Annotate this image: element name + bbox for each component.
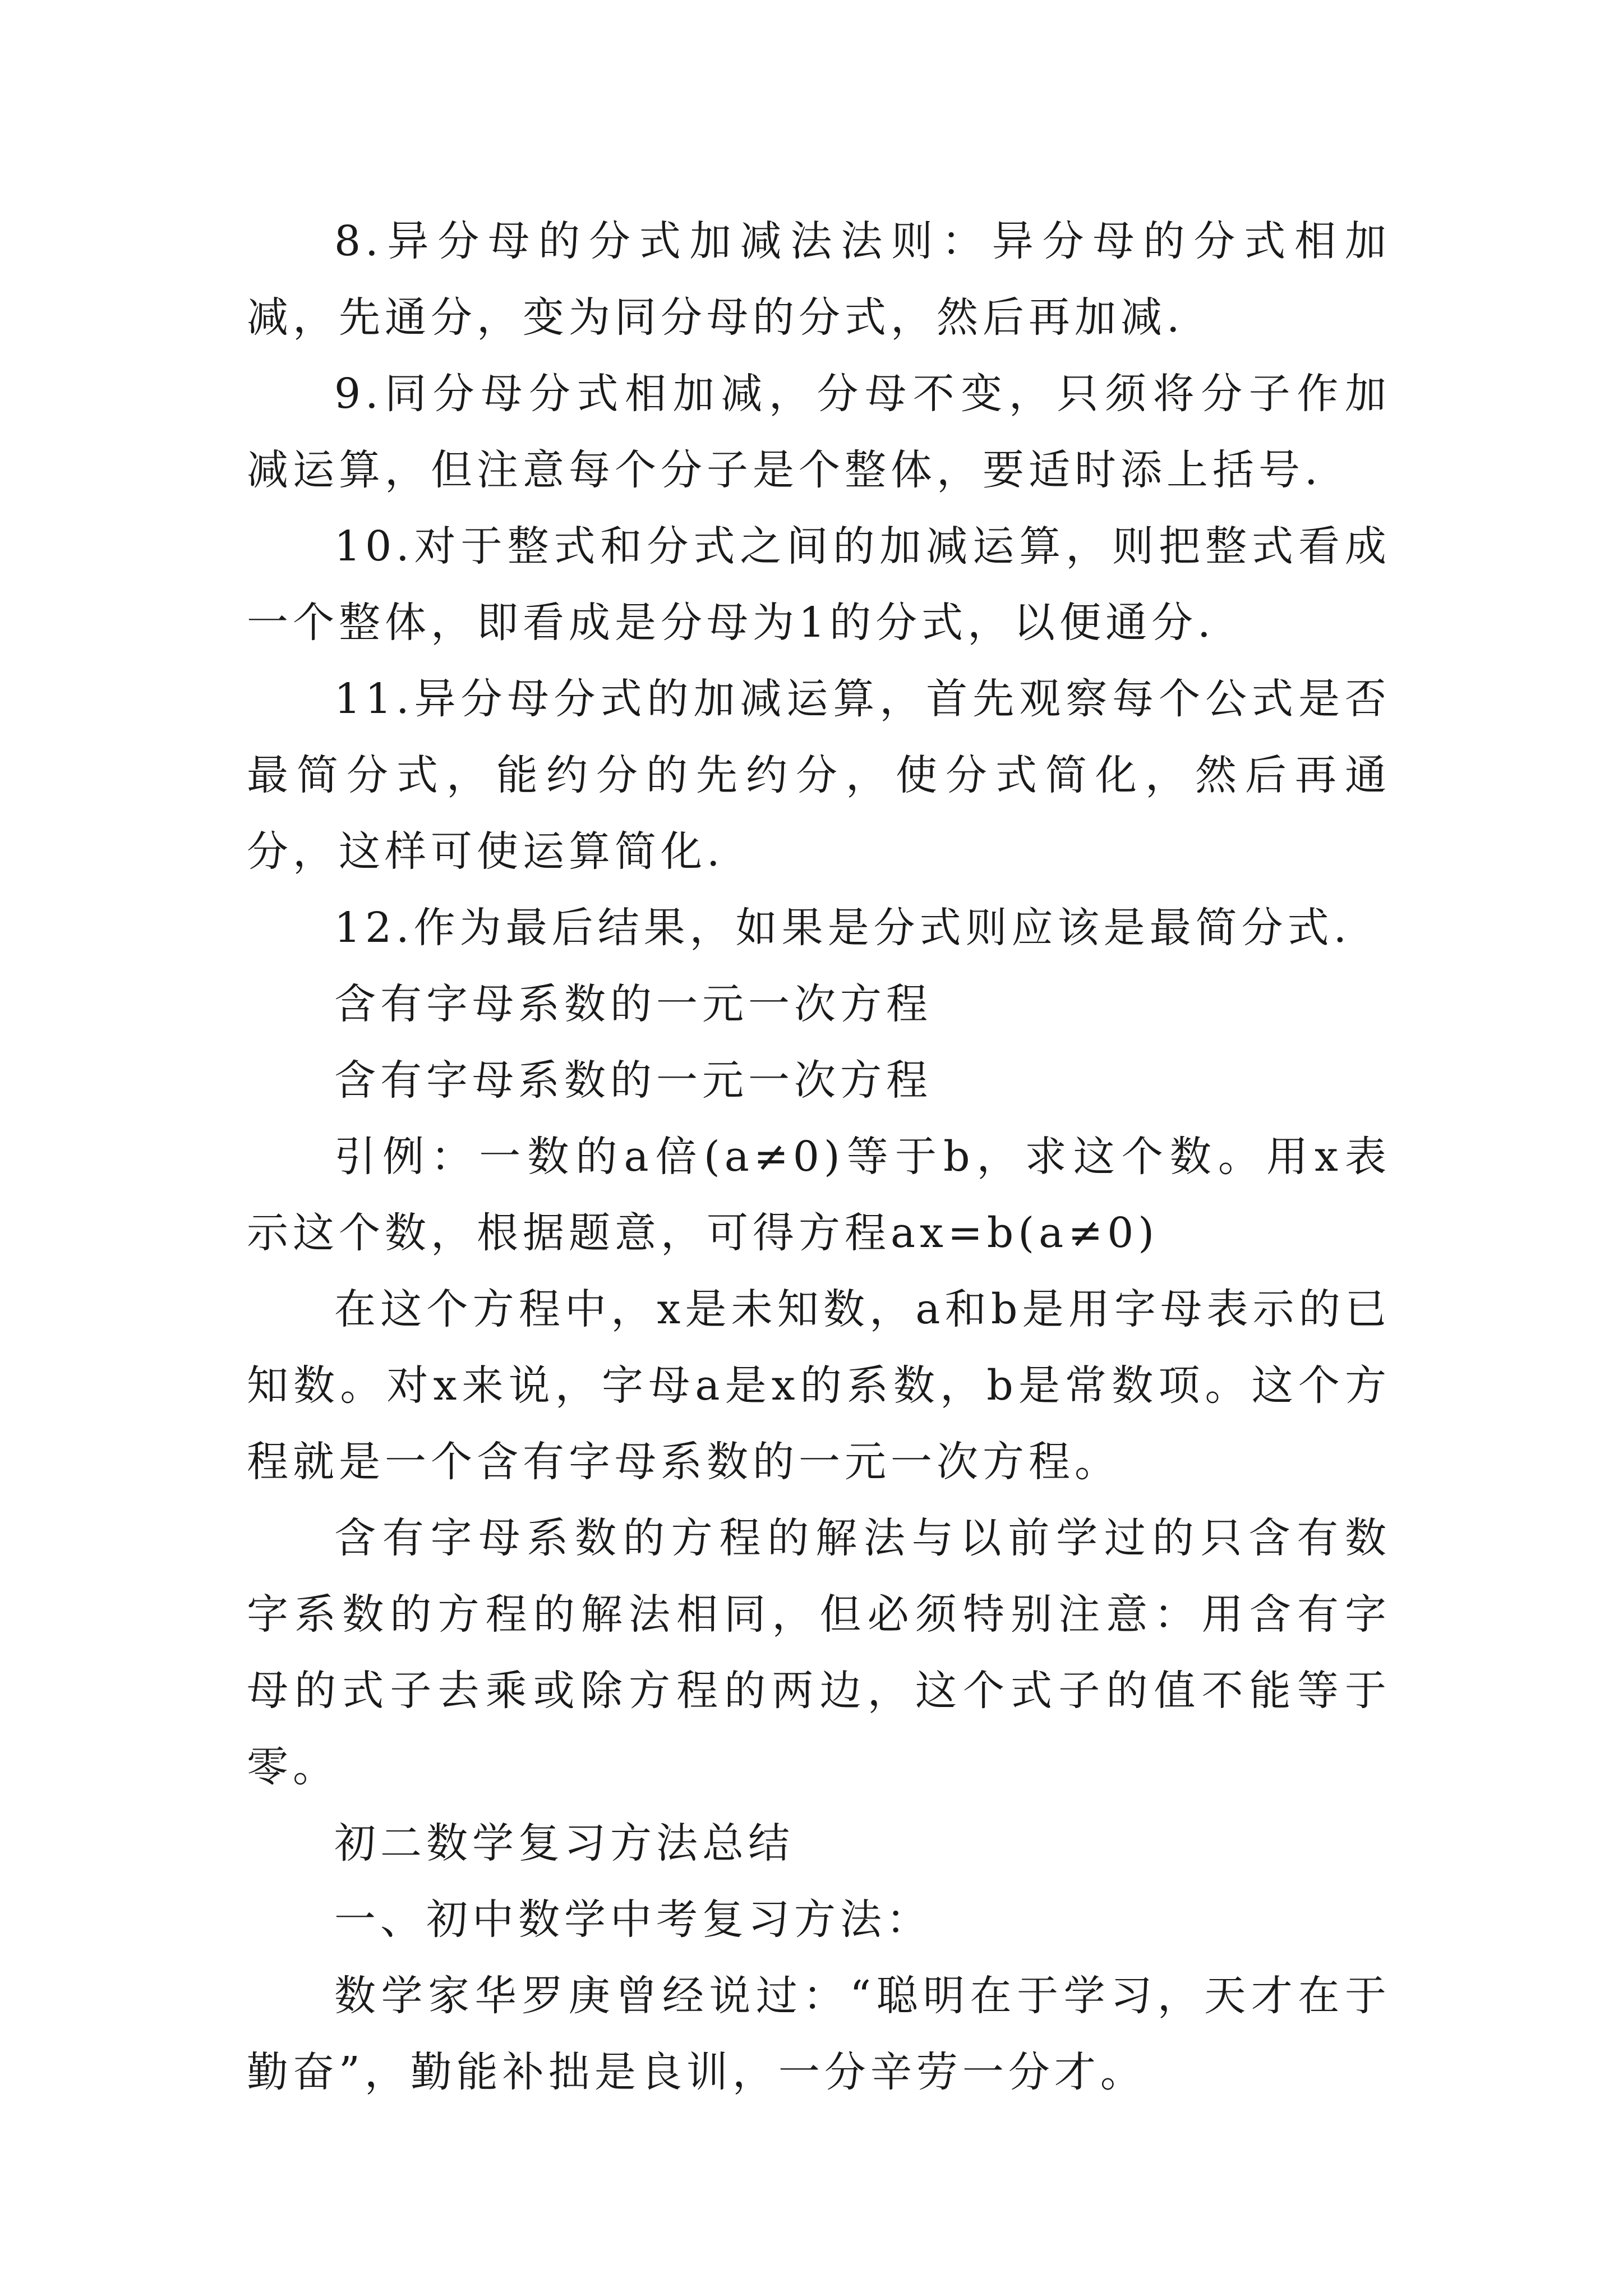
- paragraph-solution-method: 含有字母系数的方程的解法与以前学过的只含有数字系数的方程的解法相同，但必须特别注意：用含有字母的式子去乘或除方程的两边，这个式子的值不能等于零。: [247, 1514, 1391, 1791]
- section-heading-review-methods: 初二数学复习方法总结: [334, 1819, 794, 1867]
- section-heading-linear-equation-repeat: 含有字母系数的一元一次方程: [334, 1056, 932, 1105]
- paragraph-explanation: 在这个方程中，x是未知数，a和b是用字母表示的已知数。对x来说，字母a是x的系数，b是常数项。这个方程就是一个含有字母系数的一元一次方程。: [247, 1285, 1391, 1486]
- paragraph-example: 引例：一数的a倍(a≠0)等于b，求这个数。用x表示这个数，根据题意，可得方程ax=b(a≠0): [247, 1133, 1391, 1257]
- paragraph-rule-11: 11.异分母分式的加减运算，首先观察每个公式是否最简分式，能约分的先约分，使分式简化，然后再通分，这样可使运算简化.: [247, 675, 1391, 876]
- paragraph-rule-8: 8.异分母的分式加减法法则：异分母的分式相加减，先通分，变为同分母的分式，然后再加减.: [247, 217, 1391, 342]
- subheading-exam-review: 一、初中数学中考复习方法：: [334, 1895, 932, 1944]
- document-body: [247, 203, 1391, 2110]
- paragraph-quote: 数学家华罗庚曾经说过：“聪明在于学习，天才在于勤奋”，勤能补拙是良训，一分辛劳一分才。: [247, 1972, 1391, 2096]
- paragraph-rule-10: 10.对于整式和分式之间的加减运算，则把整式看成一个整体，即看成是分母为1的分式，以便通分.: [247, 522, 1391, 647]
- paragraph-rule-12: 12.作为最后结果，如果是分式则应该是最简分式.: [334, 904, 1352, 952]
- section-heading-linear-equation: 含有字母系数的一元一次方程: [334, 980, 932, 1028]
- paragraph-rule-9: 9.同分母分式相加减，分母不变，只须将分子作加减运算，但注意每个分子是个整体，要适时添上括号.: [247, 370, 1391, 494]
